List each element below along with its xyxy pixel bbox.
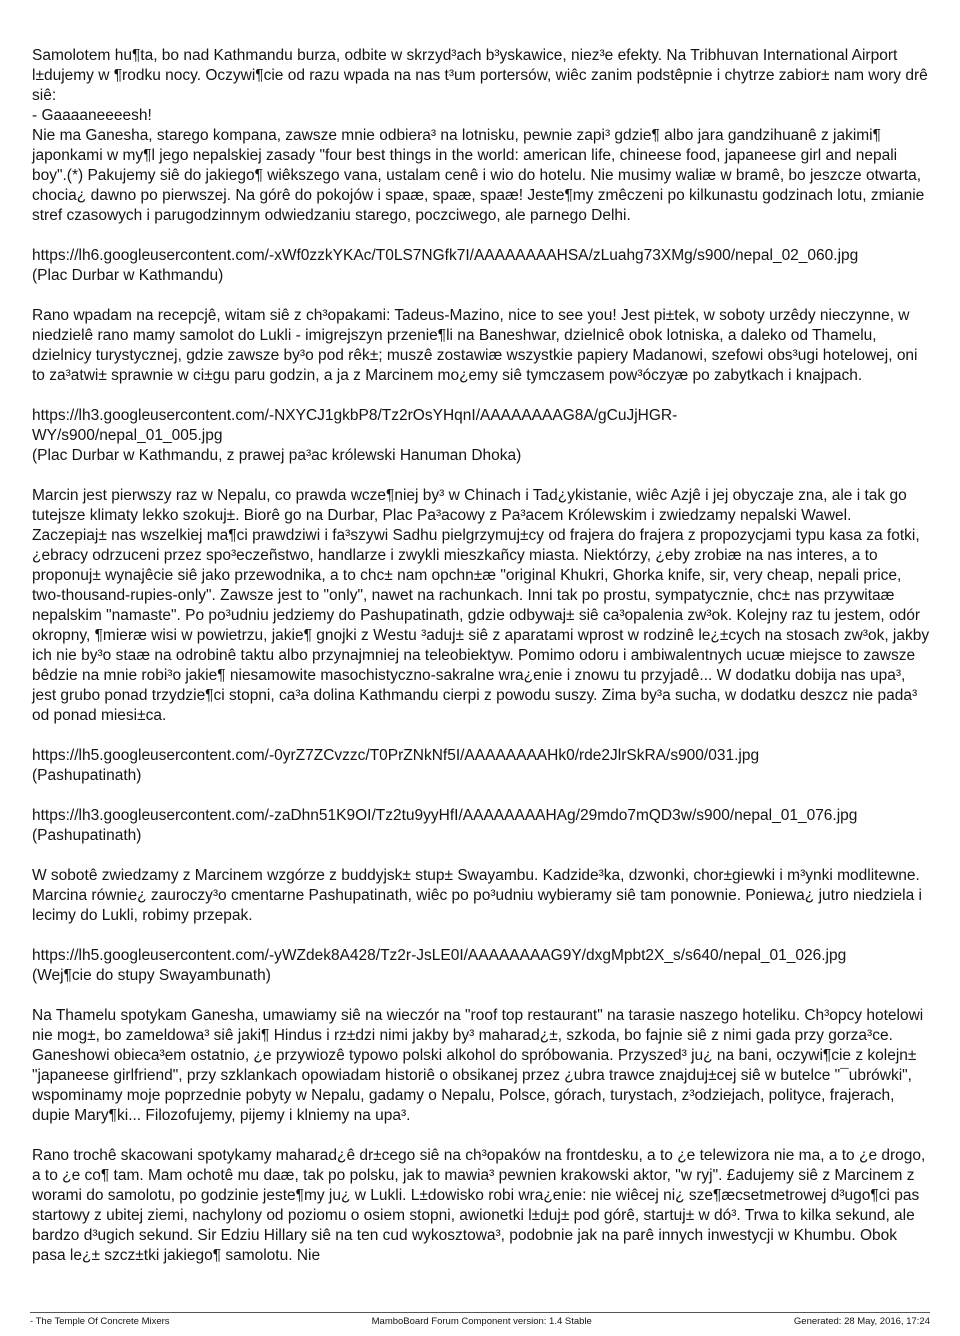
paragraph-reception: Rano wpadam na recepcjê, witam siê z ch³opakami: Tadeus-Mazino, nice to see you! Jest pi±tek, w soboty urzêdy nieczynne, w niedzielê rano mamy samolot do Lukli - imigrejszyn przenie¶li na Baneshwar, dzielnicê obok lotniska, a daleko od Thamelu, dzielnicy turystycznej, gdzie zawsze by³o pod rêk±; muszê zostawiæ wszystkie papiery Madanowi, szefowi obs³ugi hotelowej, oni to za³atwi± sprawnie w ci±gu paru godzin, a ja z Marcinem mo¿emy siê tymczasem pow³óczyæ po zabytkach i knajpach. [32, 307, 918, 384]
paragraph-marcin: Marcin jest pierwszy raz w Nepalu, co prawda wcze¶niej by³ w Chinach i Tad¿ykistanie, wiêc Azjê i jej obyczaje zna, ale i tak go tutejsze klimaty lekko szokuj±. Biorê go na Durbar, Plac Pa³acowy z Pa³acem Królewskim i zwiedzamy nepalski Wawel. Zaczepiaj± nas wszelkiej ma¶ci prawdziwi i fa³szywi Sadhu pielgrzymuj±cy od frajera do frajera z propozycjami typu kasa za fotki, ¿ebracy odrzuceni przez spo³eczeñstwo, handlarze i zwykli mieszkañcy miasta. Niektórzy, ¿eby zrobiæ na nas interes, a to proponuj± wynajêcie siê jako przewodnika, a to chc± nam opchn±æ "original Khukri, Ghorka knife, sir, very cheap, nepali price, two-thousand-rupies-only". Zawsze jest to "only", nawet na rachunkach. Inni tak po prostu, sympatycznie, chc± nas przywitaæ nepalskim "namaste". Po po³udniu jedziemy do Pashupatinath, gdzie odbywaj± siê ca³opalenia zw³ok. Kolejny raz tu jestem, odór okropny, ¶mieræ wisi w powietrzu, jakie¶ gnojki z Westu ³aduj± siê z aparatami wprost w rodzinê le¿±cych na stosach zw³ok, jakby ich nie by³o staæ na odrobinê taktu albo przynajmniej na teleobiektyw. Pomimo odoru i ambiwalentnych ucuæ miejsce to zawsze bêdzie na mnie robi³o jakie¶ niesamowite masochistyczno-sakralne wra¿enie i znowu tu przyjadê... W dodatku dobija nas upa³, jest grubo ponad trzydzie¶ci stopni, ca³a dolina Kathmandu cierpi z powodu suszy. Zima by³a sucha, w dodatku deszcz nie pada³ od ponad miesi±ca. [32, 487, 930, 724]
photo-link-durbar-1: https://lh6.googleusercontent.com/-xWf0zzkYKAc/T0LS7NGfk7I/AAAAAAAAHSA/zLuahg73XMg/s900/nepal_02_060.jpg (Plac Durbar w Kathmandu) [32, 247, 859, 284]
paragraph-lukla: Rano trochê skacowani spotykamy maharad¿ê dr±cego siê na ch³opaków na frontdesku, a to ¿e telewizora nie ma, a to ¿e drogo, a to ¿e co¶ tam. Mam ochotê mu daæ, tak po polsku, jak to mawia³ pewnien krakowski aktor, "w ryj". £adujemy siê z Marcinem z worami do samolotu, po godzinie jeste¶my ju¿ w Lukli. L±dowisko robi wra¿enie: nie wiêcej ni¿ sze¶æcsetmetrowej d³ugo¶ci pas startowy z ubitej ziemi, nachylony od poziomu o osiem stopni, awionetki l±duj± pod górê, startuj± w dó³. Trwa to kilka sekund, ale bardzo d³ugich sekund. Sir Edziu Hillary siê na ten cud wykosztowa³, podobnie jak na parê innych inwestycji w Khumbu. Obok pasa le¿± szcz±tki jakiego¶ samolotu. Nie [32, 1147, 926, 1264]
paragraph-saturday: W sobotê zwiedzamy z Marcinem wzgórze z buddyjsk± stup± Swayambu. Kadzide³ka, dzwonki, chor±giewki i m³ynki modlitewne. Marcina równie¿ zauroczy³o cmentarne Pashupatinath, wiêc po po³udniu wybieramy siê tam ponownie. Poniewa¿ jutro niedziela i lecimy do Lukli, robimy przepak. [32, 867, 922, 924]
footer-component-version: MamboBoard Forum Component version: 1.4 Stable [371, 1316, 592, 1327]
photo-link-durbar-2: https://lh3.googleusercontent.com/-NXYCJ1gkbP8/Tz2rOsYHqnI/AAAAAAAAG8A/gCuJjHGR- WY/s900/nepal_01_005.jpg (Plac Durbar w Kathmandu, z prawej pa³ac królewski Hanuman Dhoka) [32, 407, 678, 464]
document-body [32, 46, 930, 1266]
photo-link-pashupatinath-1: https://lh5.googleusercontent.com/-0yrZ7ZCvzzc/T0PrZNkNf5I/AAAAAAAAHk0/rde2JlrSkRA/s900/031.jpg (Pashupatinath) [32, 747, 760, 784]
footer-site-name: - The Temple Of Concrete Mixers [30, 1316, 170, 1327]
paragraph-ganesha-evening: Na Thamelu spotykam Ganesha, umawiamy siê na wieczór na "roof top restaurant" na tarasie naszego hoteliku. Ch³opcy hotelowi nie mog±, bo zameldowa³ siê jaki¶ Hindus i rz±dzi nimi jakby by³ maharad¿±, szkoda, bo fajnie siê z nimi gada przy gorza³ce. Ganeshowi obieca³em ostatnio, ¿e przywiozê typowo polski alkohol do spróbowania. Przyszed³ ju¿ na bani, oczywi¶cie z kolejn± "japaneese girlfriend", przy szklankach opowiadam historiê o obsikanej przez ¿ubra trawce znajduj±cej siê w butelce "¯ubrówki", wspominamy moje poprzednie pobyty w Nepalu, gadamy o Nepalu, Polsce, górach, turystach, z³odziejach, polityce, frajerach, dupie Mary¶ki... Filozofujemy, pijemy i klniemy na upa³. [32, 1007, 924, 1124]
photo-link-swayambunath: https://lh5.googleusercontent.com/-yWZdek8A428/Tz2r-JsLE0I/AAAAAAAAG9Y/dxgMpbt2X_s/s640/nepal_01_026.jpg (Wej¶cie do stupy Swayambunath) [32, 947, 847, 984]
photo-link-pashupatinath-2: https://lh3.googleusercontent.com/-zaDhn51K9OI/Tz2tu9yyHfI/AAAAAAAAHAg/29mdo7mQD3w/s900/nepal_01_076.jpg (Pashupatinath) [32, 807, 858, 844]
paragraph-arrival: Samolotem hu¶ta, bo nad Kathmandu burza, odbite w skrzyd³ach b³yskawice, niez³e efekty. Na Tribhuvan International Airport l±dujemy w ¶rodku nocy. Oczywi¶cie od razu wpada na nas t³um portersów, wiêc zanim podstêpnie i chytrze zabior± nam wory drê siê: - Gaaaaneeeesh! Nie ma Ganesha, starego kompana, zawsze mnie odbiera³ na lotnisku, pewnie zapi³ gdzie¶ albo jara gandzihuanê z jakimi¶ japonkami w my¶l jego nepalskiej zasady "four best things in the world: american life, chineese food, japaneese girl and nepali boy".(*) Pakujemy siê do jakiego¶ wiêkszego vana, ustalam cenê i wio do hotelu. Nie musimy waliæ w bramê, bo jeszcze otwarta, chocia¿ dawno po pierwszej. Na górê do pokojów i spaæ, spaæ, spaæ! Jeste¶my zmêczeni po kilkunastu godzinach lotu, zmianie stref czasowych i parugodzinnym odwiedzaniu starego, poczciwego, ale parnego Delhi. [32, 47, 928, 224]
page-footer [30, 1312, 930, 1336]
footer-generated-date: Generated: 28 May, 2016, 17:24 [793, 1316, 930, 1327]
